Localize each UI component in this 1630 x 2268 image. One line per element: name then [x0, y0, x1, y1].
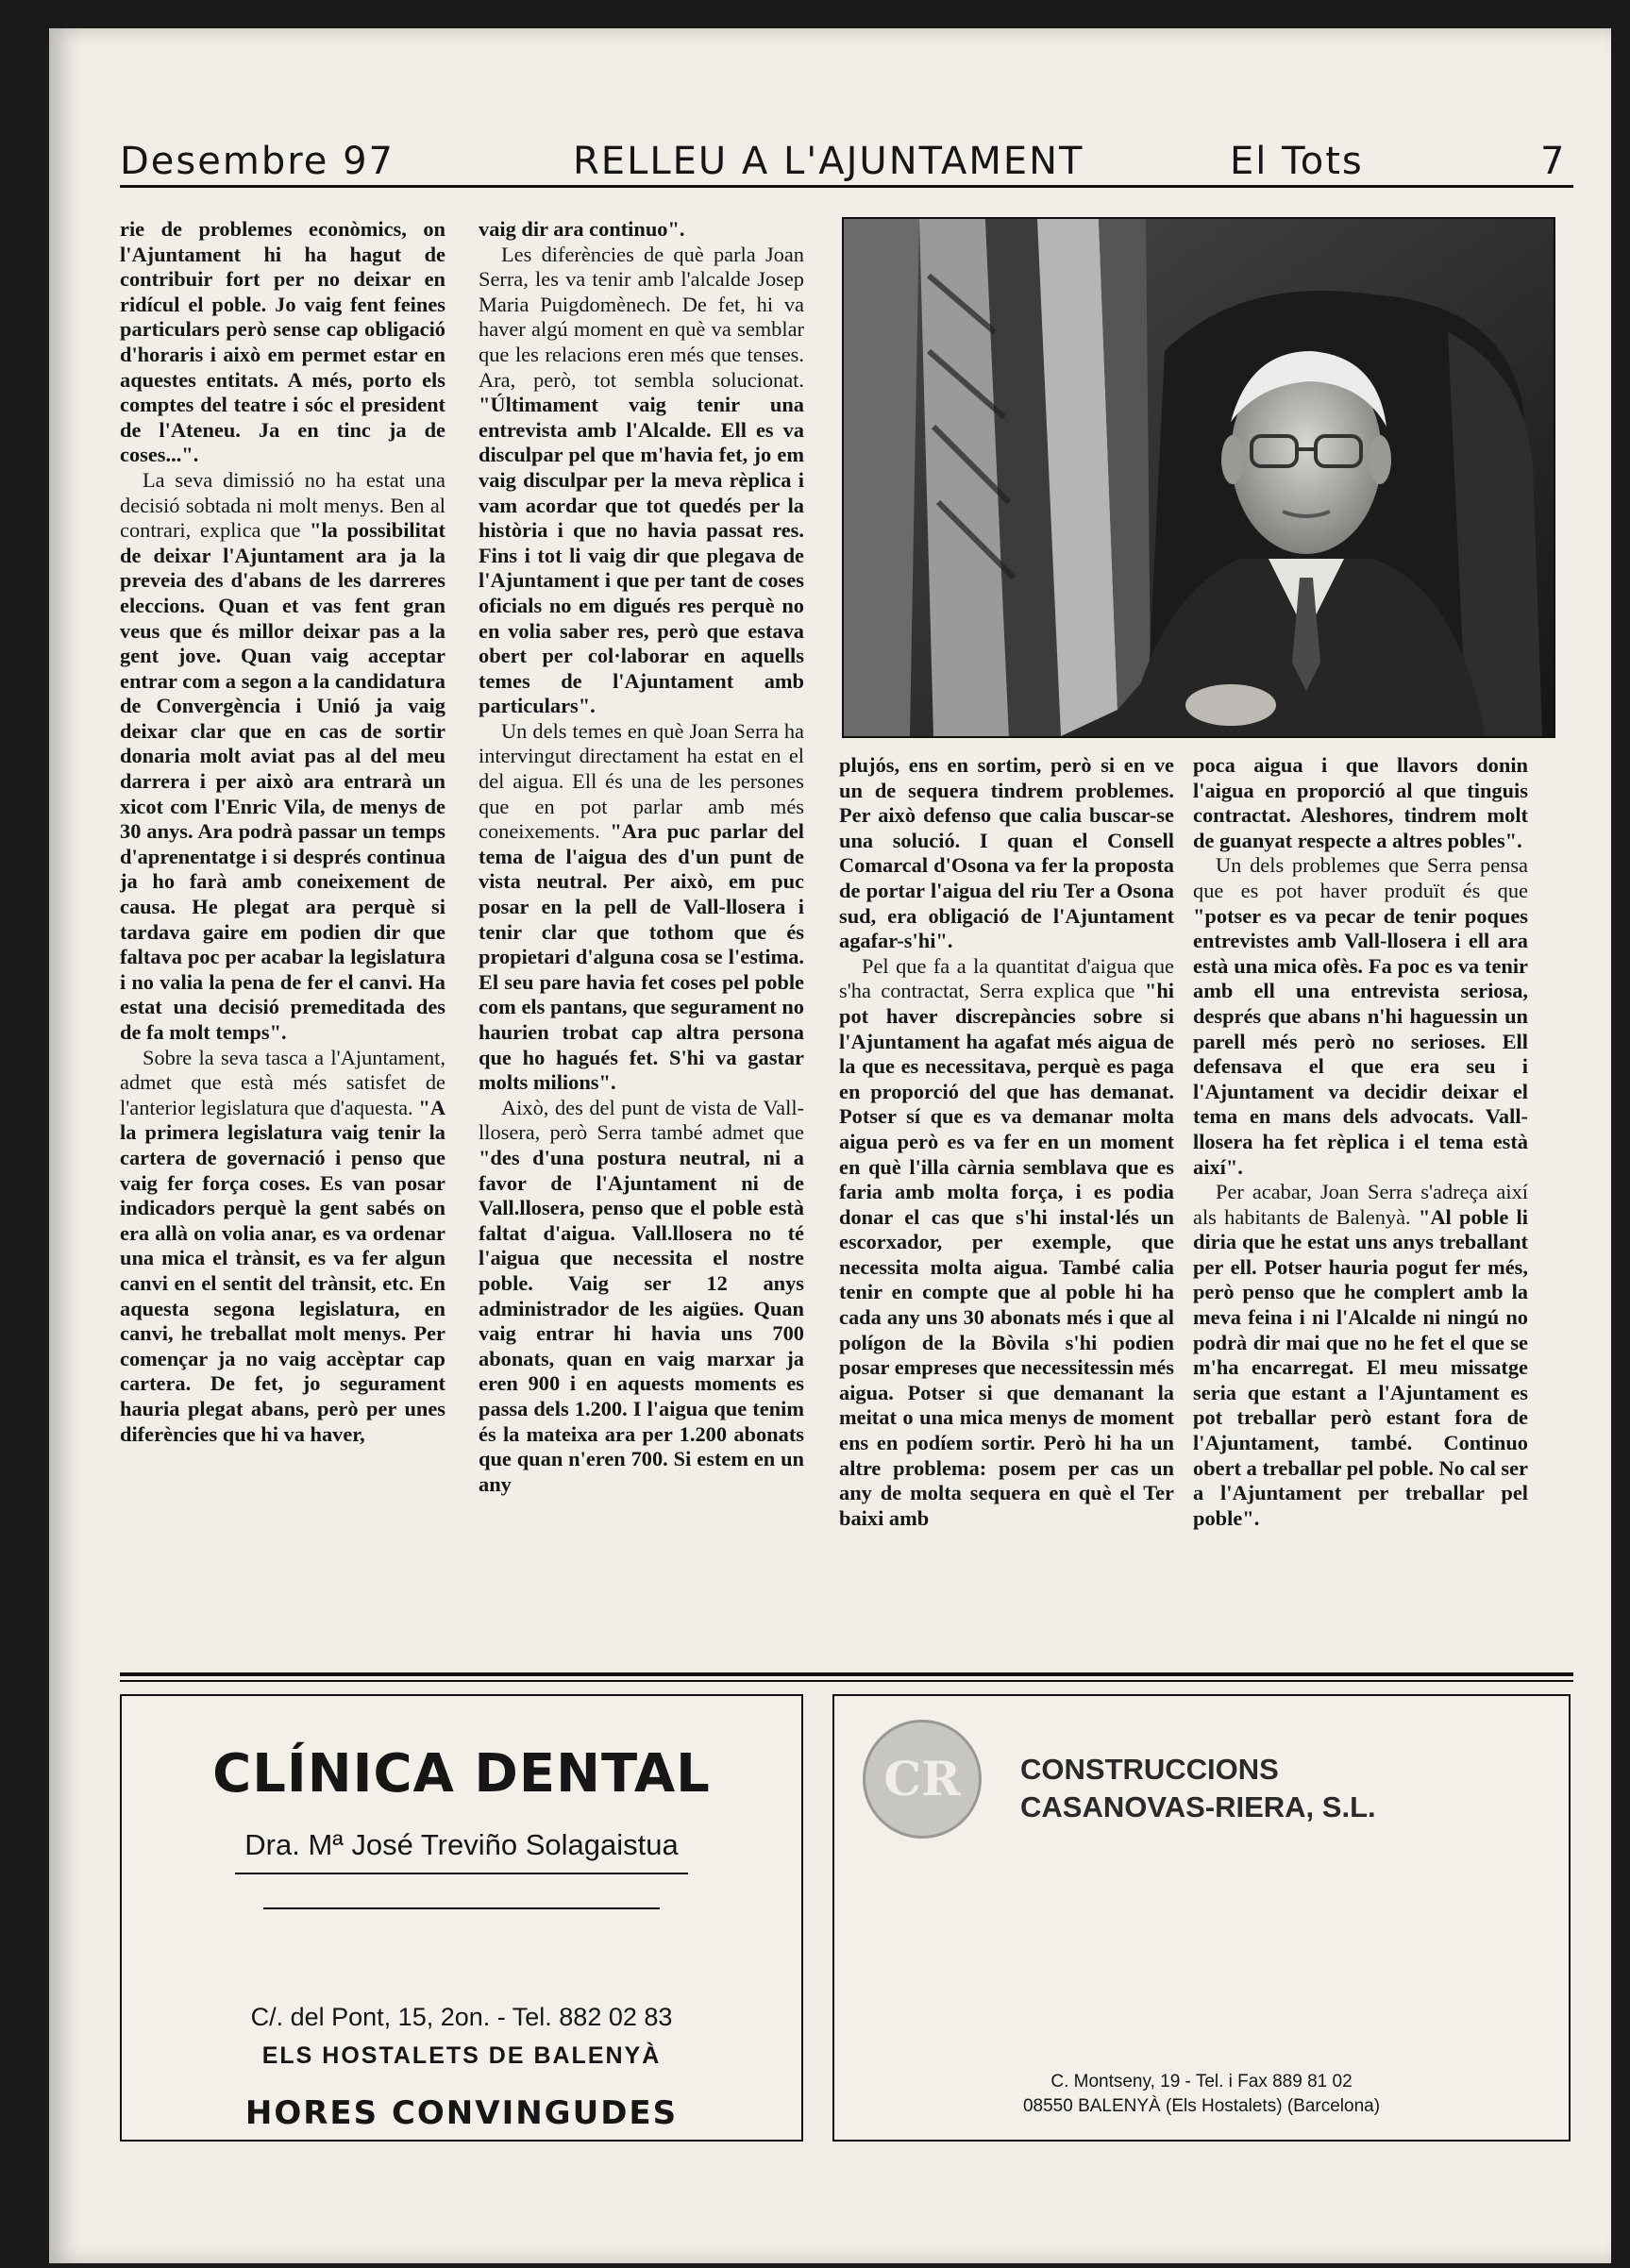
construction-ad-postal: 08550 BALENYÀ (Els Hostalets) (Barcelona): [1022, 2096, 1381, 2116]
construction-logo-letters: CR: [883, 1751, 961, 1806]
construction-ad-name-line1: CONSTRUCCIONS: [1020, 1753, 1279, 1786]
ads-divider-bottom: [120, 1680, 1573, 1682]
dental-ad-town: ELS HOSTALETS DE BALENYÀ: [261, 2042, 662, 2069]
magazine-page: [49, 28, 1611, 2263]
photo-portrait-illustration: [844, 219, 1554, 736]
header-date: Desembre 97: [120, 140, 395, 183]
article-column-2: vaig dir ara continuo". Les diferències de què parla Joan Serra, les va tenir amb l'alcalde Josep Maria Puigdomènech. De fet, hi va haver algú moment en què va semblar que les relacions eren més que tenses. Ara, però, tot sembla solucionat. "Últimament vaig tenir una entrevista amb l'Alcalde. Ell es va disculpar pel que m'havia fet, jo em vaig disculpar per la meva rèplica i vam acordar que tot quedés per la història i que no havia passat res. Fins i tot li vaig dir que plegava de l'Ajuntament i que per tant de coses oficials no em digués res perquè no en volia saber res, però que estava obert per col·laborar en aquells temes de l'Ajuntament amb particulars". Un dels temes en què Joan Serra ha intervingut directament ha estat en el del aigua. Ell és una de les persones que en pot parlar amb més coneixements. "Ara puc parlar del tema de l'aigua des d'un punt de vista neutral. Per això, em puc posar en la pell de Vall-llosera i tenir clar que tothom que és propietari d'alguna cosa se l'estima. El seu pare havia fet coses pel poble com els pantans, que segurament no haurien trobat cap altra persona que ho hagués fet. S'hi va gastar molts milions". Això, des del punt de vista de Vall-llosera, però Serra també admet que "des d'una postura neutral, ni a favor de l'Ajuntament ni de Vall.llosera, penso que el poble està faltat d'aigua. Vall.llosera no té l'aigua que necessita el nostre poble. Vaig ser 12 anys administrador de les aigües. Quan vaig entrar hi havia uns 700 abonats, quan en vaig marxar ja eren 900 i en aquests moments es passa dels 1.200. I l'aigua que tenim és la mateixa ara per 1.200 abonats que quan n'eren 700. Si estem en un any: [479, 217, 804, 1496]
dental-ad-address: C/. del Pont, 15, 2on. - Tel. 882 02 83: [250, 2003, 673, 2031]
dental-ad-hours: HORES CONVINGUDES: [244, 2094, 679, 2132]
dental-ad-rule-2: [263, 1907, 660, 1909]
article-column-1: rie de problemes econòmics, on l'Ajuntament hi ha hagut de contribuir fort per no deixar en ridícul el poble. Jo vaig fent feines particulars però sense cap obligació d'horaris i això em permet estar en aquestes entitats. A més, porto els comptes del teatre i sóc el president de l'Ateneu. Ja en tinc ja de coses...". La seva dimissió no ha estat una decisió sobtada ni molt menys. Ben al contrari, explica que "la possibilitat de deixar l'Ajuntament ara ja la preveia des d'abans de les darreres eleccions. Quan et vas fent gran veus que és millor deixar pas a la gent jove. Quan vaig acceptar entrar com a segon a la candidatura de Convergència i Unió ja vaig deixar clar que en cas de sortir donaria molt aviat pas al del meu darrera i per això ara entrarà un xicot com l'Enric Vila, de menys de 30 anys. Ara podrà passar un temps d'aprenentatge i si després continua ja ho farà amb coneixement de causa. He plegat ara perquè si tardava gaire em podien dir que faltava poc per acabar la legislatura i no valia la pena de fer el canvi. Ha estat una decisió premeditada des de fa molt temps". Sobre la seva tasca a l'Ajuntament, admet que està més satisfet de l'anterior legislatura que d'aquesta. "A la primera legislatura vaig tenir la cartera de governació i penso que vaig fer força coses. Es van posar indicadors perquè la gent sabés on era allà on volia anar, es va ordenar una mica el trànsit, es va fer algun canvi en el sentit del trànsit, etc. En aquesta segona legislatura, en canvi, he treballat molt menys. Per començar ja no vaig accèptar cap cartera. De fet, jo segurament hauria plegat abans, però per unes diferències que hi va haver,: [120, 217, 445, 1446]
dental-ad-title: CLÍNICA DENTAL: [212, 1743, 711, 1805]
page-header: [120, 113, 1573, 188]
dental-ad-doctor: Dra. Mª José Treviño Solagaistua: [244, 1828, 679, 1861]
construction-ad-name-line2: CASANOVAS-RIERA, S.L.: [1020, 1790, 1376, 1823]
article-column-3: plujós, ens en sortim, però si en ve un de sequera tindrem problemes. Per això defenso que calia buscar-se una solució. I quan el Consell Comarcal d'Osona va fer la proposta de portar l'aigua del riu Ter a Osona sud, era obligació de l'Ajuntament agafar-s'hi". Pel que fa a la quantitat d'aigua que s'ha contractat, Serra explica que "hi pot haver discrepàncies sobre si l'Ajuntament ha agafat més aigua de la que es necessitava, perquè es paga en proporció del que has demanat. Potser sí que es va demanar molta aigua però es va fer en un moment en què l'illa càrnia semblava que es faria amb molta força, i es podia donar el cas que s'hi instal·lés un escorxador, per exemple, que necessita molta aigua. També calia tenir en compte que al poble hi ha cada any uns 30 abonats més i que al polígon de la Bòvila s'hi podien posar empreses que necessitessin més aigua. Potser si que demanant la meitat o una mica menys de moment ens en podíem sortir. Però hi ha un altre problema: posem per cas un any de molta sequera en què el Ter baixi amb: [839, 753, 1174, 1530]
header-publication: El Tots: [1230, 140, 1364, 183]
header-page-number: 7: [1540, 140, 1567, 183]
dental-ad-rule-1: [235, 1873, 688, 1874]
construction-ad-address: C. Montseny, 19 - Tel. i Fax 889 81 02: [1050, 2072, 1353, 2092]
article-column-4: poca aigua i que llavors donin l'aigua en proporció al que tinguis contractat. Aleshores, tindrem molt de guanyat respecte a altres pobles". Un dels problemes que Serra pensa que es pot haver produït és que "potser es va pecar de tenir poques entrevistes amb Vall-llosera i ell ara està una mica ofès. Fa poc es va tenir amb ell una entrevista seriosa, després que abans n'hi haguessin un parell més però no serioses. Ell defensava el que era seu i l'Ajuntament va decidir deixar el tema en mans dels advocats. Vall-llosera ha fet rèplica i el tema està així". Per acabar, Joan Serra s'adreça així als habitants de Balenyà. "Al poble li diria que he estat uns anys treballant per ell. Potser hauria pogut fer més, però penso que he complert amb la meva feina i ni l'Alcalde ni ningú no podrà dir mai que no he fet el que se m'ha encarregat. El meu missatge seria que estant a l'Ajuntament es pot treballar però estant fora de l'Ajuntament, també. Continuo obert a treballar pel poble. No cal ser a l'Ajuntament per treballar pel poble".: [1193, 753, 1528, 1530]
header-section: RELLEU A L'AJUNTAMENT: [573, 140, 1084, 183]
ads-divider-top: [120, 1672, 1573, 1676]
construction-ad: [832, 1694, 1571, 2142]
interview-photo: [842, 217, 1555, 738]
construction-logo-icon: [863, 1720, 982, 1839]
dental-clinic-ad: [120, 1694, 803, 2142]
